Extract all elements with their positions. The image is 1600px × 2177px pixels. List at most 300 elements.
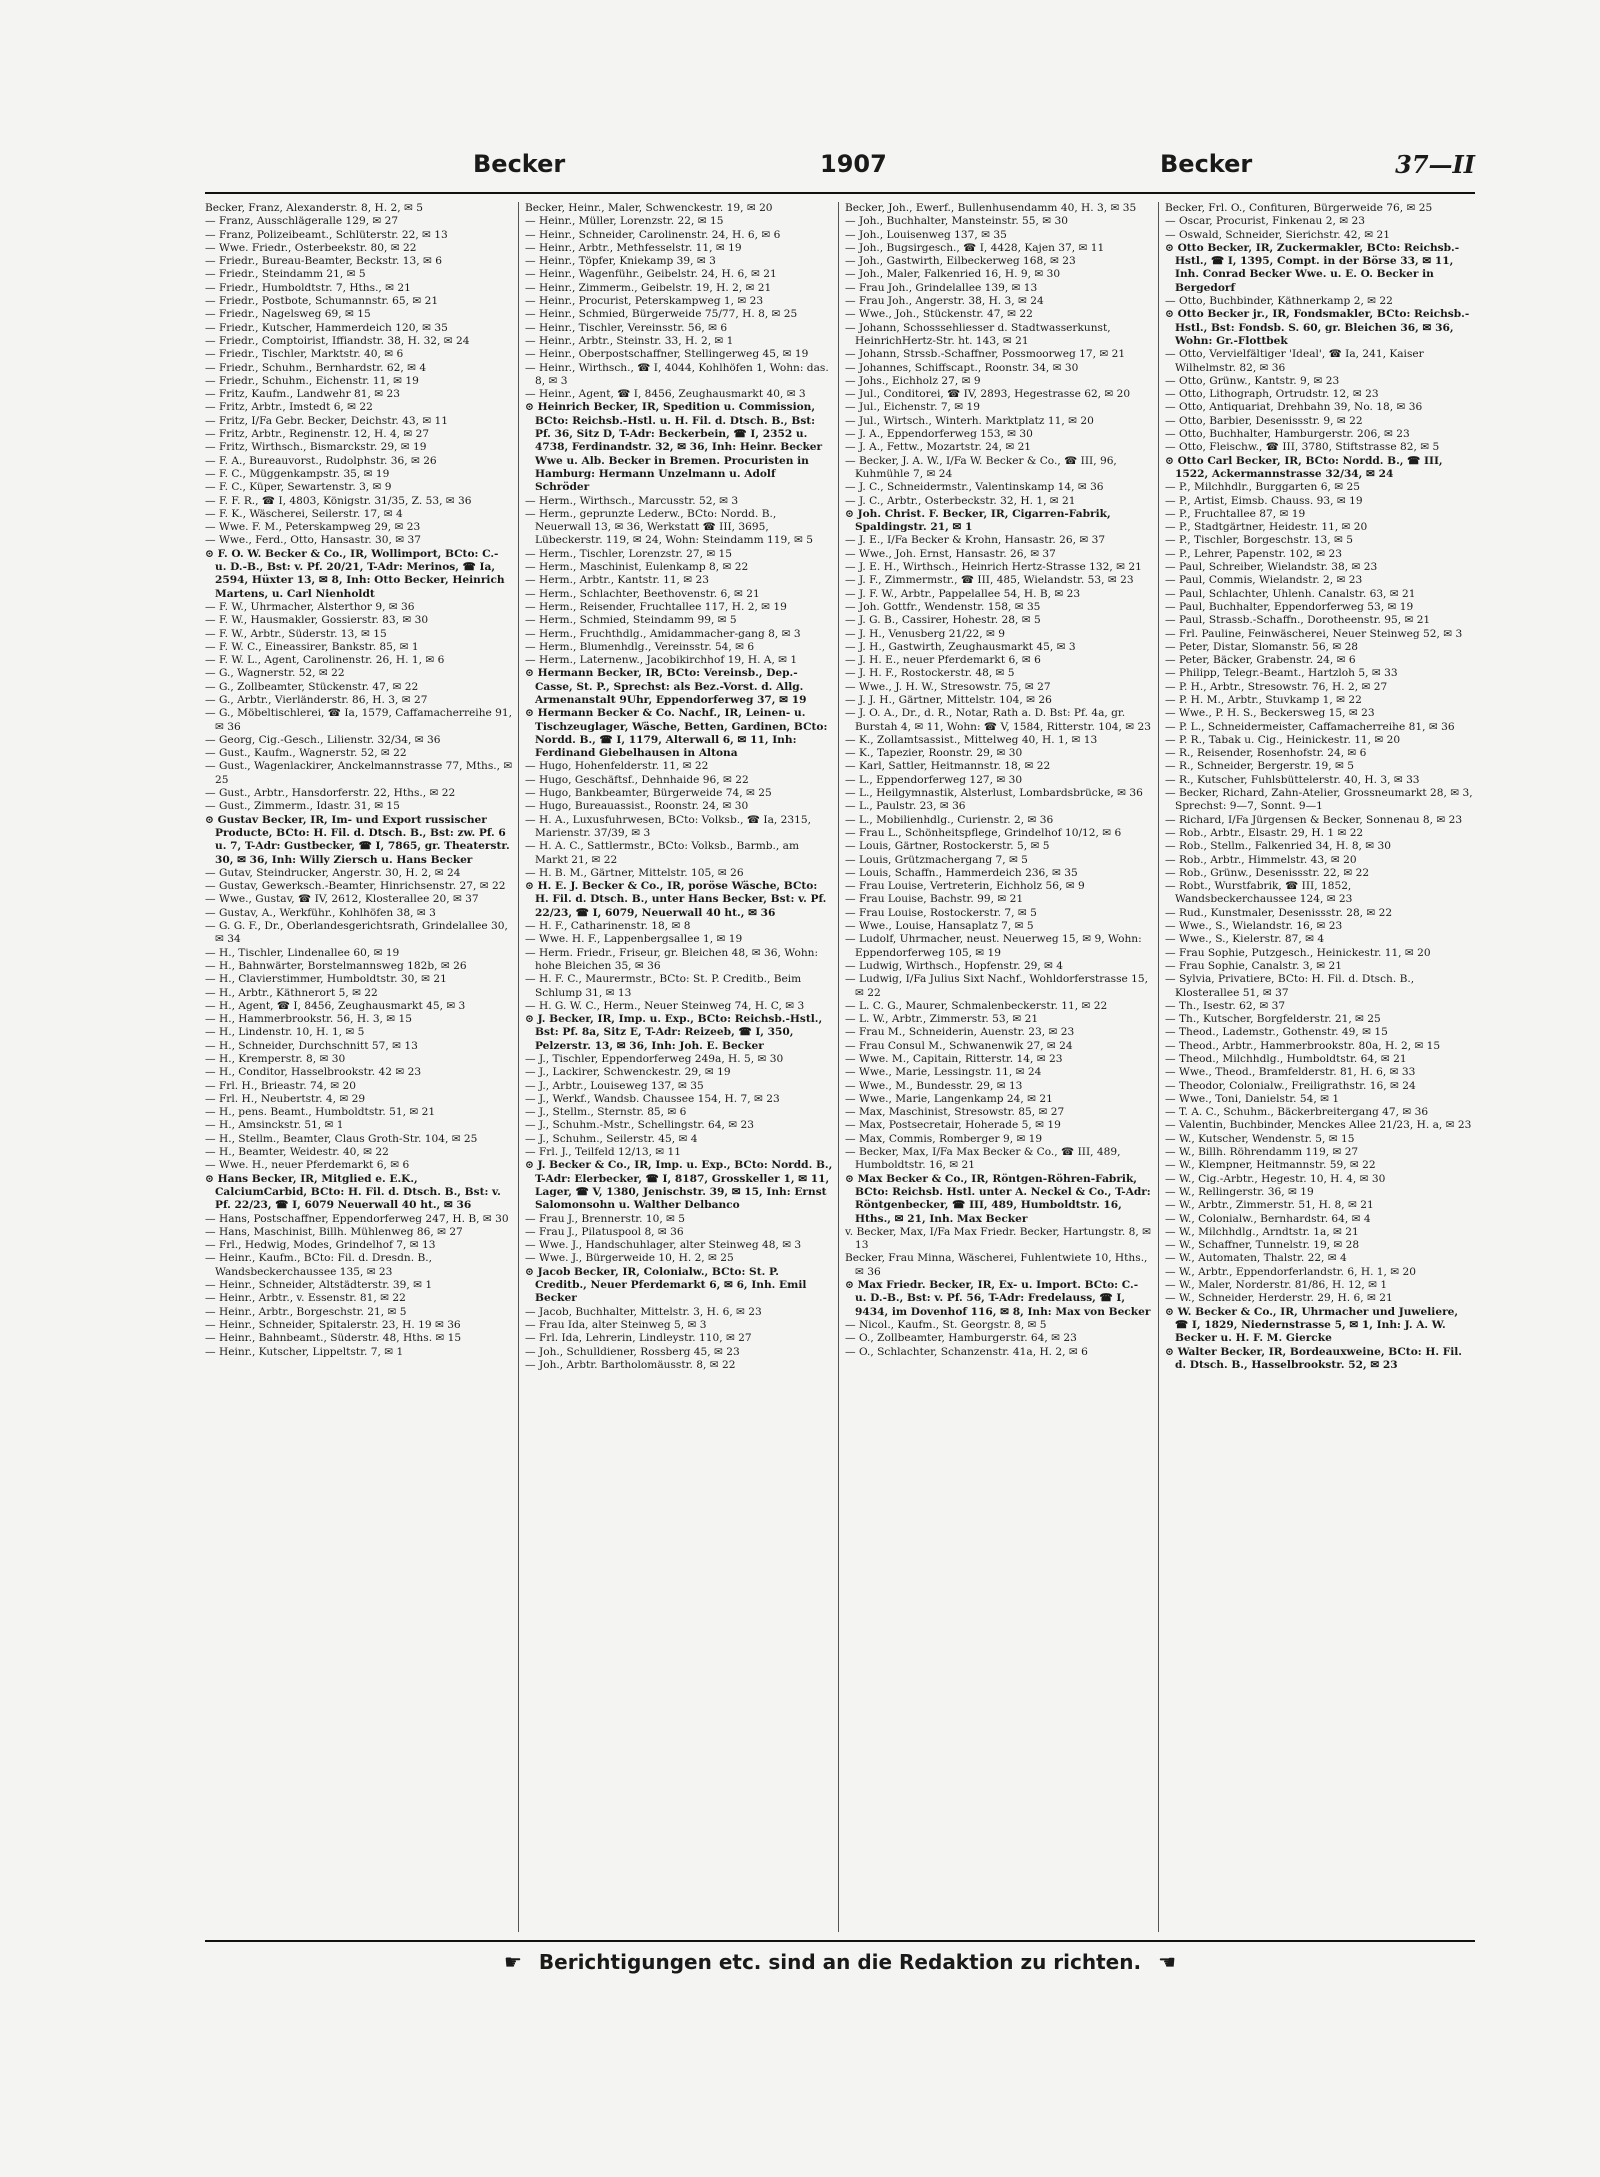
directory-entry: — W., Automaten, Thalstr. 22, ✉ 4 <box>1165 1252 1347 1265</box>
directory-entry: — Heinr., Arbtr., Steinstr. 33, H. 2, ✉ 1 <box>525 334 734 347</box>
directory-entry: — W., Arbtr., Eppendorferlandstr. 6, H. 1, ✉ 20 <box>1165 1265 1417 1278</box>
directory-entry: — J., Stellm., Sternstr. 85, ✉ 6 <box>525 1106 687 1119</box>
directory-entry: — Georg, Cig.-Gesch., Lilienstr. 32/34, ✉ 36 <box>205 733 441 746</box>
directory-entry: — Frau Louise, Vertreterin, Eichholz 56, ✉ 9 <box>845 880 1085 893</box>
directory-entry: — Nicol., Kaufm., St. Georgstr. 8, ✉ 5 <box>845 1318 1047 1331</box>
directory-entry: — J. J. H., Gärtner, Mittelstr. 104, ✉ 26 <box>845 693 1052 706</box>
directory-entry: — P. R., Tabak u. Cig., Heinickestr. 11, ✉ 20 <box>1165 733 1401 746</box>
directory-entry: ⊙ W. Becker & Co., IR, Uhrmacher und Juweliere, ☎ I, 1829, Niedernstrasse 5, ✉ 1, Inh: J. A. W. Becker u. H. F. M. Giercke <box>1165 1305 1459 1345</box>
directory-entry: — H., Beamter, Weidestr. 40, ✉ 22 <box>205 1146 389 1159</box>
directory-entry: — O., Zollbeamter, Hamburgerstr. 64, ✉ 23 <box>845 1332 1077 1345</box>
directory-entry: — Joh. Gottfr., Wendenstr. 158, ✉ 35 <box>845 600 1041 613</box>
directory-entry: — Jacob, Buchhalter, Mittelstr. 3, H. 6, ✉ 23 <box>525 1305 762 1318</box>
header-rule <box>205 192 1475 194</box>
directory-entry: — Herm., Arbtr., Kantstr. 11, ✉ 23 <box>525 574 710 587</box>
directory-entry: — J. A., Fettw., Mozartstr. 24, ✉ 21 <box>845 441 1032 454</box>
directory-entry: — Herm., Wirthsch., Marcusstr. 52, ✉ 3 <box>525 494 739 507</box>
directory-entry: — Wwe., S., Wielandstr. 16, ✉ 23 <box>1165 920 1343 933</box>
directory-entry: — Herm. Friedr., Friseur, gr. Bleichen 48, ✉ 36, Wohn: hohe Bleichen 35, ✉ 36 <box>525 946 819 972</box>
directory-entry: — Johann, Schosssehliesser d. Stadtwasserkunst, HeinrichHertz-Str. ht. 143, ✉ 21 <box>845 321 1111 347</box>
directory-entry: — Heinr., Zimmerm., Geibelstr. 19, H. 2, ✉ 21 <box>525 281 772 294</box>
directory-entry: — Ludolf, Uhrmacher, neust. Neuerweg 15, ✉ 9, Wohn: Eppendorferweg 105, ✉ 19 <box>845 933 1142 959</box>
pointing-hand-right-icon: ☛ <box>504 1950 522 1974</box>
directory-entry: ⊙ Gustav Becker, IR, Im- und Export russischer Producte, BCto: H. Fil. d. Dtsch. B., Bst: zw. Pf. 6 u. 7, T-Adr: Gustbecker, ☎ I, 7865, gr. Theaterstr. 30, ✉ 36, Inh: Willy Ziersch u. Hans Becker <box>205 813 510 866</box>
column-3 <box>845 202 1153 1932</box>
directory-entry: — G., Möbeltischlerei, ☎ Ia, 1579, Caffamacherreihe 91, ✉ 36 <box>205 707 513 733</box>
directory-entry: — Friedr., Schuhm., Bernhardstr. 62, ✉ 4 <box>205 361 427 374</box>
directory-entry: Becker, Frl. O., Confituren, Bürgerweide 76, ✉ 25 <box>1165 202 1433 214</box>
page-number: 37—II <box>1395 150 1475 179</box>
column-4 <box>1165 202 1473 1932</box>
column-divider <box>1158 202 1159 1932</box>
directory-entry: ⊙ Hans Becker, IR, Mitglied e. E.K., CalciumCarbid, BCto: H. Fil. d. Dtsch. B., Bst: v. Pf. 22/23, ☎ I, 6079 Neuerwall 40 ht., ✉ 36 <box>205 1172 501 1212</box>
directory-entry: — J. C., Schneidermstr., Valentinskamp 14, ✉ 36 <box>845 481 1104 494</box>
directory-entry: — Fritz, Wirthsch., Bismarckstr. 29, ✉ 19 <box>205 441 427 454</box>
directory-entry: — Jul., Conditorei, ☎ IV, 2893, Hegestrasse 62, ✉ 20 <box>845 388 1131 401</box>
directory-entry: — Herm., Schmied, Steindamm 99, ✉ 5 <box>525 614 737 627</box>
directory-entry: — W., Schneider, Herderstr. 29, H. 6, ✉ 21 <box>1165 1292 1393 1305</box>
directory-entry: — J. E., I/Fa Becker & Krohn, Hansastr. 26, ✉ 37 <box>845 534 1106 547</box>
column-divider <box>838 202 839 1932</box>
directory-entry: — G. G. F., Dr., Oberlandesgerichtsrath, Grindelallee 30, ✉ 34 <box>205 920 508 946</box>
directory-entry: — Joh., Maler, Falkenried 16, H. 9, ✉ 30 <box>845 268 1061 281</box>
directory-entry: — F. W. L., Agent, Carolinenstr. 26, H. 1, ✉ 6 <box>205 654 445 667</box>
directory-entry: — Fritz, I/Fa Gebr. Becker, Deichstr. 43, ✉ 11 <box>205 414 449 427</box>
directory-entry: ⊙ Joh. Christ. F. Becker, IR, Cigarren-Fabrik, Spaldingstr. 21, ✉ 1 <box>845 507 1111 534</box>
directory-entry: — Heinr., Kutscher, Lippeltstr. 7, ✉ 1 <box>205 1345 404 1358</box>
directory-entry: — H., Schneider, Durchschnitt 57, ✉ 13 <box>205 1039 418 1052</box>
directory-entry: — H., Hammerbrookstr. 56, H. 3, ✉ 15 <box>205 1013 413 1026</box>
directory-entry: — J. H. E., neuer Pferdemarkt 6, ✉ 6 <box>845 654 1041 667</box>
directory-entry: — Johannes, Schiffscapt., Roonstr. 34, ✉ 30 <box>845 361 1079 374</box>
directory-entry: — Heinr., Arbtr., Borgeschstr. 21, ✉ 5 <box>205 1305 407 1318</box>
footer-rule <box>205 1940 1475 1942</box>
directory-entry: — Heinr., Schmied, Bürgerweide 75/77, H. 8, ✉ 25 <box>525 308 798 321</box>
directory-entry: ⊙ F. O. W. Becker & Co., IR, Wollimport, BCto: C.- u. D.-B., Bst: v. Pf. 20/21, T-Adr: Merinos, ☎ Ia, 2594, Hüxter 13, ✉ 8, Inh: Otto Becker, Heinrich Martens, u. Carl Nienholdt <box>205 547 505 600</box>
directory-entry: — Gust., Wagenlackirer, Anckelmannstrasse 77, Mths., ✉ 25 <box>205 760 513 786</box>
directory-entry: — Joh., Bugsirgesch., ☎ I, 4428, Kajen 37, ✉ 11 <box>845 241 1105 254</box>
page-header <box>205 150 1475 190</box>
directory-entry: — Herm., Reisender, Fruchtallee 117, H. 2, ✉ 19 <box>525 600 787 613</box>
directory-entry: — Fritz, Arbtr., Imstedt 6, ✉ 22 <box>205 401 373 414</box>
directory-entry: — F. A., Bureauvorst., Rudolphstr. 36, ✉ 26 <box>205 454 437 467</box>
directory-entry: — Paul, Strassb.-Schaffn., Dorotheenstr. 95, ✉ 21 <box>1165 614 1431 627</box>
directory-entry: — J., Schuhm., Seilerstr. 45, ✉ 4 <box>525 1132 698 1145</box>
directory-entry: — Otto, Lithograph, Ortrudstr. 12, ✉ 23 <box>1165 388 1379 401</box>
directory-entry: — Hugo, Hohenfelderstr. 11, ✉ 22 <box>525 760 709 773</box>
directory-entry: — K., Zollamtsassist., Mittelweg 40, H. 1, ✉ 13 <box>845 733 1098 746</box>
directory-entry: — J. A., Eppendorferweg 153, ✉ 30 <box>845 428 1033 441</box>
directory-entry: Becker, Joh., Ewerf., Bullenhusendamm 40, H. 3, ✉ 35 <box>845 202 1137 214</box>
directory-entry: — Th., Kutscher, Borgfelderstr. 21, ✉ 25 <box>1165 1013 1381 1026</box>
directory-entry: — H., Bahnwärter, Borstelmannsweg 182b, ✉ 26 <box>205 959 467 972</box>
directory-entry: — W., Arbtr., Zimmerstr. 51, H. 8, ✉ 21 <box>1165 1199 1374 1212</box>
directory-entry: — G., Arbtr., Vierländerstr. 86, H. 3, ✉ 27 <box>205 693 428 706</box>
directory-entry: — Wwe., Gustav, ☎ IV, 2612, Klosterallee 20, ✉ 37 <box>205 893 479 906</box>
directory-entry: — Frl. H., Brieastr. 74, ✉ 20 <box>205 1079 356 1092</box>
directory-entry: — H. B. M., Gärtner, Mittelstr. 105, ✉ 26 <box>525 866 744 879</box>
directory-entry: Becker, Heinr., Maler, Schwenckestr. 19, ✉ 20 <box>525 202 773 214</box>
directory-entry: — Friedr., Nagelsweg 69, ✉ 15 <box>205 308 371 321</box>
directory-entry: — H., Kremperstr. 8, ✉ 30 <box>205 1053 346 1065</box>
directory-entry: — Wwe., Marie, Langenkamp 24, ✉ 21 <box>845 1092 1053 1105</box>
directory-entry: — Friedr., Schuhm., Eichenstr. 11, ✉ 19 <box>205 374 419 387</box>
header-right-keyword: Becker <box>1160 150 1253 178</box>
directory-entry: — P., Milchhdlr., Burggarten 6, ✉ 25 <box>1165 481 1360 494</box>
directory-entry: — L. C. G., Maurer, Schmalenbeckerstr. 11, ✉ 22 <box>845 999 1108 1012</box>
directory-entry: — Wwe., Joh., Stückenstr. 47, ✉ 22 <box>845 308 1033 321</box>
directory-entry: — L., Paulstr. 23, ✉ 36 <box>845 800 966 813</box>
directory-entry: — H., Conditor, Hasselbrookstr. 42 ✉ 23 <box>205 1066 422 1079</box>
directory-entry: — O., Schlachter, Schanzenstr. 41a, H. 2, ✉ 6 <box>845 1345 1088 1358</box>
directory-entry: — Frau Louise, Rostockerstr. 7, ✉ 5 <box>845 906 1037 919</box>
directory-entry: — P. H., Arbtr., Stresowstr. 76, H. 2, ✉ 27 <box>1165 680 1388 693</box>
directory-entry: — J. F., Zimmermstr., ☎ III, 485, Wielandstr. 53, ✉ 23 <box>845 574 1134 587</box>
directory-entry: — P. H. M., Arbtr., Stuvkamp 1, ✉ 22 <box>1165 693 1362 706</box>
directory-entry: — Karl, Sattler, Heitmannstr. 18, ✉ 22 <box>845 760 1051 773</box>
directory-entry: — Heinr., Arbtr., v. Essenstr. 81, ✉ 22 <box>205 1292 406 1305</box>
directory-entry: — Louis, Schaffn., Hammerdeich 236, ✉ 35 <box>845 866 1078 879</box>
directory-entry: — Heinr., Schneider, Altstädterstr. 39, ✉ 1 <box>205 1279 433 1292</box>
directory-entry: — Heinr., Tischler, Vereinsstr. 56, ✉ 6 <box>525 321 728 334</box>
directory-entry: — Fritz, Kaufm., Landwehr 81, ✉ 23 <box>205 388 400 401</box>
directory-entry: — Otto, Fleischw., ☎ III, 3780, Stiftstrasse 82, ✉ 5 <box>1165 441 1440 454</box>
directory-entry: — Gustav, A., Werkführ., Kohlhöfen 38, ✉ 3 <box>205 906 436 919</box>
directory-entry: — Heinr., Wagenführ., Geibelstr. 24, H. 6, ✉ 21 <box>525 268 777 281</box>
directory-entry: — Ludwig, Wirthsch., Hopfenstr. 29, ✉ 4 <box>845 959 1064 972</box>
directory-entry: — Paul, Buchhalter, Eppendorferweg 53, ✉ 19 <box>1165 600 1414 613</box>
directory-entry: — Joh., Louisenweg 137, ✉ 35 <box>845 228 1007 241</box>
directory-entry: — Wwe., Ferd., Otto, Hansastr. 30, ✉ 37 <box>205 534 421 547</box>
directory-entry: — Becker, Richard, Zahn-Atelier, Grossneumarkt 28, ✉ 3, Sprechst: 9—7, Sonnt. 9—1 <box>1165 787 1473 813</box>
directory-entry: — H. F., Catharinenstr. 18, ✉ 8 <box>525 920 691 933</box>
directory-entry: — W., Rellingerstr. 36, ✉ 19 <box>1165 1185 1314 1198</box>
directory-entry: ⊙ J. Becker & Co., IR, Imp. u. Exp., BCto: Nordd. B., T-Adr: Elerbecker, ☎ I, 8187, Grosskeller 1, ✉ 11, Lager, ☎ V, 1380, Jenischstr. 39, ✉ 15, Inh: Ernst Salomonsohn u. Walther Delbanco <box>525 1159 833 1212</box>
directory-entry: — Friedr., Kutscher, Hammerdeich 120, ✉ 35 <box>205 321 448 334</box>
directory-entry: — Wwe., Joh. Ernst, Hansastr. 26, ✉ 37 <box>845 547 1056 560</box>
directory-entry: ⊙ H. E. J. Becker & Co., IR, poröse Wäsche, BCto: H. Fil. d. Dtsch. B., unter Hans Becker, Bst: v. Pf. 22/23, ☎ I, 6079, Neuerwall 40 ht., ✉ 36 <box>525 880 827 919</box>
directory-entry: — Hugo, Geschäftsf., Dehnhaide 96, ✉ 22 <box>525 773 749 786</box>
page-footer <box>205 1950 1475 1980</box>
directory-entry: — Jul., Eichenstr. 7, ✉ 19 <box>845 401 981 414</box>
directory-entry: — Jul., Wirtsch., Winterh. Marktplatz 11, ✉ 20 <box>845 414 1094 427</box>
directory-entry: — Friedr., Comptoirist, Iffiandstr. 38, H. 32, ✉ 24 <box>205 334 470 347</box>
directory-entry: — R., Reisender, Rosenhofstr. 24, ✉ 6 <box>1165 747 1367 760</box>
directory-entry: — Wwe., Toni, Danielstr. 54, ✉ 1 <box>1165 1092 1340 1105</box>
directory-entry: — Rob., Arbtr., Elsastr. 29, H. 1 ✉ 22 <box>1165 826 1364 839</box>
directory-entry: — Johann, Strssb.-Schaffner, Possmoorweg 17, ✉ 21 <box>845 348 1126 361</box>
directory-entry: — G., Wagnerstr. 52, ✉ 22 <box>205 667 345 680</box>
directory-entry: ⊙ Hermann Becker, IR, BCto: Vereinsb., Dep.-Casse, St. P., Sprechst: als Bez.-Vorst. d. Allg. Armenanstalt 9Uhr, Eppendorferweg 37, ✉ 19 <box>525 667 807 706</box>
directory-entry: — H., Clavierstimmer, Humboldtstr. 30, ✉ 21 <box>205 973 447 986</box>
directory-entry: — Wwe., M., Bundesstr. 29, ✉ 13 <box>845 1079 1023 1092</box>
directory-entry: ⊙ Jacob Becker, IR, Colonialw., BCto: St. P. Creditb., Neuer Pferdemarkt 6, ✉ 6, Inh. Emil Becker <box>525 1265 807 1305</box>
directory-entry: — W., Cig.-Arbtr., Hegestr. 10, H. 4, ✉ 30 <box>1165 1172 1386 1185</box>
directory-entry: — Rob., Arbtr., Himmelstr. 43, ✉ 20 <box>1165 853 1357 866</box>
directory-entry: — J. O. A., Dr., d. R., Notar, Rath a. D. Bst: Pf. 4a, gr. Burstah 4, ✉ 11, Wohn: ☎ V, 1584, Ritterstr. 104, ✉ 23 <box>845 707 1151 733</box>
directory-entry: — P. L., Schneidermeister, Caffamacherreihe 81, ✉ 36 <box>1165 720 1455 733</box>
directory-entry: — Peter, Distar, Slomanstr. 56, ✉ 28 <box>1165 640 1359 653</box>
directory-entry: — Wwe., Theod., Bramfelderstr. 81, H. 6, ✉ 33 <box>1165 1066 1416 1079</box>
directory-entry: — Th., Isestr. 62, ✉ 37 <box>1165 999 1286 1012</box>
directory-entry: — Heinr., Oberpostschaffner, Stellingerweg 45, ✉ 19 <box>525 348 809 361</box>
directory-entry: — J., Werkf., Wandsb. Chaussee 154, H. 7, ✉ 23 <box>525 1092 780 1105</box>
directory-entry: — Joh., Arbtr. Bartholomäusstr. 8, ✉ 22 <box>525 1358 736 1371</box>
directory-entry: — Herm., geprunzte Lederw., BCto: Nordd. B., Neuerwall 13, ✉ 36, Werkstatt ☎ III, 3695, Lübeckerstr. 119, ✉ 24, Wohn: Steindamm 119, ✉ 5 <box>525 507 813 547</box>
directory-entry: Becker, Franz, Alexanderstr. 8, H. 2, ✉ 5 <box>205 202 423 214</box>
directory-entry: — T. A. C., Schuhm., Bäckerbreitergang 47, ✉ 36 <box>1165 1106 1429 1119</box>
pointing-hand-left-icon: ☚ <box>1158 1950 1176 1974</box>
directory-entry: — Heinr., Schneider, Spitalerstr. 23, H. 19 ✉ 36 <box>205 1318 461 1331</box>
directory-entry: — Otto, Buchbinder, Käthnerkamp 2, ✉ 22 <box>1165 295 1393 308</box>
directory-entry: — Wwe., Louise, Hansaplatz 7, ✉ 5 <box>845 920 1034 933</box>
directory-entry: — Frau M., Schneiderin, Auenstr. 23, ✉ 23 <box>845 1026 1075 1039</box>
directory-entry: — J. H., Gastwirth, Zeughausmarkt 45, ✉ 3 <box>845 640 1076 653</box>
directory-entry: — Wwe. F. M., Peterskampweg 29, ✉ 23 <box>205 521 421 534</box>
directory-entry: — Theod., Lademstr., Gothenstr. 49, ✉ 15 <box>1165 1026 1388 1039</box>
directory-entry: — Rob., Stellm., Falkenried 34, H. 8, ✉ 30 <box>1165 840 1392 853</box>
directory-entry: — Frl. J., Teilfeld 12/13, ✉ 11 <box>525 1146 682 1159</box>
directory-entry: — J., Arbtr., Louiseweg 137, ✉ 35 <box>525 1079 704 1092</box>
directory-entry: — Gustav, Gewerksch.-Beamter, Hinrichsenstr. 27, ✉ 22 <box>205 880 506 893</box>
directory-entry: — Oswald, Schneider, Sierichstr. 42, ✉ 21 <box>1165 228 1390 241</box>
directory-page <box>205 150 1475 1980</box>
directory-entry: — Max, Commis, Romberger 9, ✉ 19 <box>845 1132 1043 1145</box>
directory-entry: — H. G. W. C., Herm., Neuer Steinweg 74, H. C, ✉ 3 <box>525 999 805 1012</box>
directory-entry: — Gutav, Steindrucker, Angerstr. 30, H. 2, ✉ 24 <box>205 866 461 879</box>
directory-entry: — H., Lindenstr. 10, H. 1, ✉ 5 <box>205 1026 365 1039</box>
directory-entry: — L. W., Arbtr., Zimmerstr. 53, ✉ 21 <box>845 1013 1039 1026</box>
directory-entry: — J. F. W., Arbtr., Pappelallee 54, H. B, ✉ 23 <box>845 587 1081 600</box>
directory-entry: — Heinr., Wirthsch., ☎ I, 4044, Kohlhöfen 1, Wohn: das. 8, ✉ 3 <box>525 361 829 387</box>
directory-entry: — W., Klempner, Heitmannstr. 59, ✉ 22 <box>1165 1159 1376 1172</box>
directory-entry: — Herm., Tischler, Lorenzstr. 27, ✉ 15 <box>525 547 733 560</box>
directory-entry: — Wwe. J., Bürgerweide 10, H. 2, ✉ 25 <box>525 1252 734 1265</box>
directory-entry: — Wwe. M., Capitain, Ritterstr. 14, ✉ 23 <box>845 1053 1063 1065</box>
header-left-keyword: Becker <box>473 150 566 178</box>
directory-entry: — Frl. Pauline, Feinwäscherei, Neuer Steinweg 52, ✉ 3 <box>1165 627 1463 640</box>
directory-entry: ⊙ Max Friedr. Becker, IR, Ex- u. Import. BCto: C.- u. D.-B., Bst: v. Pf. 56, T-Adr: Fredelauss, ☎ I, 9434, im Dovenhof 116, ✉ 8, Inh: Max von Becker <box>845 1279 1151 1318</box>
directory-entry: — Heinr., Kaufm., BCto: Fil. d. Dresdn. B., Wandsbeckerchaussee 135, ✉ 23 <box>205 1252 432 1278</box>
directory-entry: — Theod., Arbtr., Hammerbrookstr. 80a, H. 2, ✉ 15 <box>1165 1039 1441 1052</box>
footer-notice: Berichtigungen etc. sind an die Redaktion zu richten. <box>538 1950 1142 1974</box>
directory-entry: — Herm., Laternenw., Jacobikirchhof 19, H. A, ✉ 1 <box>525 654 798 667</box>
directory-entry: — Frau Louise, Bachstr. 99, ✉ 21 <box>845 893 1024 906</box>
directory-entry: — Wwe. H. F., Lappenbergsallee 1, ✉ 19 <box>525 933 743 946</box>
directory-entry: — Becker, Max, I/Fa Max Becker & Co., ☎ III, 489, Humboldtstr. 16, ✉ 21 <box>845 1146 1121 1172</box>
column-divider <box>518 202 519 1932</box>
directory-entry: ⊙ Max Becker & Co., IR, Röntgen-Röhren-Fabrik, BCto: Reichsb. Hstl. unter A. Neckel & Co., T-Adr: Röntgenbecker, ☎ III, 489, Humboldtstr. 16, Hths., ✉ 21, Inh. Max Becker <box>845 1172 1151 1225</box>
directory-entry: — Heinr., Arbtr., Methfesselstr. 11, ✉ 19 <box>525 241 742 254</box>
directory-entry: — F. W., Uhrmacher, Alsterthor 9, ✉ 36 <box>205 600 415 613</box>
directory-entry: — Heinr., Müller, Lorenzstr. 22, ✉ 15 <box>525 215 724 228</box>
directory-entry: ⊙ J. Becker, IR, Imp. u. Exp., BCto: Reichsb.-Hstl., Bst: Pf. 8a, Sitz E, T-Adr: Reizeeb, ☎ I, 350, Pelzerstr. 13, ✉ 36, Inh: Joh. E. Becker <box>525 1013 823 1052</box>
directory-entry: — Rud., Kunstmaler, Desenissstr. 28, ✉ 22 <box>1165 906 1393 919</box>
directory-entry: — Frau Joh., Angerstr. 38, H. 3, ✉ 24 <box>845 295 1044 308</box>
directory-entry: — Wwe., Marie, Lessingstr. 11, ✉ 24 <box>845 1066 1042 1079</box>
directory-entry: — Gust., Kaufm., Wagnerstr. 52, ✉ 22 <box>205 747 407 760</box>
directory-entry: v. Becker, Max, I/Fa Max Friedr. Becker, Hartungstr. 8, ✉ 13 <box>845 1225 1151 1252</box>
directory-entry: — P., Stadtgärtner, Heidestr. 11, ✉ 20 <box>1165 521 1368 534</box>
directory-entry: — Ludwig, I/Fa Julius Sixt Nachf., Wohldorferstrasse 15, ✉ 22 <box>845 973 1149 999</box>
directory-entry: — F. K., Wäscherei, Seilerstr. 17, ✉ 4 <box>205 507 403 520</box>
directory-entry: — W., Kutscher, Wendenstr. 5, ✉ 15 <box>1165 1132 1355 1145</box>
directory-entry: — Heinr., Bahnbeamt., Süderstr. 48, Hths. ✉ 15 <box>205 1332 462 1345</box>
directory-entry: — Friedr., Bureau-Beamter, Beckstr. 13, ✉ 6 <box>205 255 442 268</box>
directory-entry: — H., Stellm., Beamter, Claus Groth-Str. 104, ✉ 25 <box>205 1132 478 1145</box>
directory-entry: — Theodor, Colonialw., Freiligrathstr. 16, ✉ 24 <box>1165 1079 1416 1092</box>
directory-entry: — H., Amsinckstr. 51, ✉ 1 <box>205 1119 344 1132</box>
directory-entry: — J., Tischler, Eppendorferweg 249a, H. 5, ✉ 30 <box>525 1053 784 1065</box>
directory-entry: — L., Mobilienhdlg., Curienstr. 2, ✉ 36 <box>845 813 1054 826</box>
directory-entry: — F. F. R., ☎ I, 4803, Königstr. 31/35, Z. 53, ✉ 36 <box>205 494 472 507</box>
directory-entry: — Franz, Polizeibeamt., Schlüterstr. 22, ✉ 13 <box>205 228 448 241</box>
directory-entry: — Herm., Schlachter, Beethovenstr. 6, ✉ 21 <box>525 587 760 600</box>
directory-entry: — F. W., Hausmakler, Gossierstr. 83, ✉ 30 <box>205 614 429 627</box>
directory-entry: ⊙ Otto Becker, IR, Zuckermakler, BCto: Reichsb.-Hstl., ☎ I, 1395, Compt. in der Börse 33, ✉ 11, Inh. Conrad Becker Wwe. u. E. O. Becker in Bergedorf <box>1165 241 1460 294</box>
directory-entry: ⊙ Walter Becker, IR, Bordeauxweine, BCto: H. Fil. d. Dtsch. B., Hasselbrookstr. 52, ✉ 23 <box>1165 1345 1462 1371</box>
directory-entry: — Peter, Bäcker, Grabenstr. 24, ✉ 6 <box>1165 654 1356 667</box>
directory-entry: — H. F. C., Maurermstr., BCto: St. P. Creditb., Beim Schlump 31, ✉ 13 <box>525 973 802 999</box>
directory-entry: — Friedr., Steindamm 21, ✉ 5 <box>205 268 366 281</box>
directory-entry: — Hans, Postschaffner, Eppendorferweg 247, H. B, ✉ 30 <box>205 1212 509 1225</box>
directory-entry: — Herm., Blumenhdlg., Vereinsstr. 54, ✉ 6 <box>525 640 755 653</box>
directory-entry: — Sylvia, Privatiere, BCto: H. Fil. d. Dtsch. B., Klosterallee 51, ✉ 37 <box>1165 973 1415 999</box>
directory-entry: — Max, Maschinist, Stresowstr. 85, ✉ 27 <box>845 1106 1065 1119</box>
directory-entry: ⊙ Otto Carl Becker, IR, BCto: Nordd. B., ☎ III, 1522, Ackermannstrasse 32/34, ✉ 24 <box>1165 454 1443 480</box>
directory-entry: — W., Colonialw., Bernhardstr. 64, ✉ 4 <box>1165 1212 1371 1225</box>
directory-entry: Becker, Frau Minna, Wäscherei, Fuhlentwiete 10, Hths., ✉ 36 <box>845 1252 1148 1278</box>
directory-entry: — G., Zollbeamter, Stückenstr. 47, ✉ 22 <box>205 680 419 693</box>
directory-entry: — Oscar, Procurist, Finkenau 2, ✉ 23 <box>1165 215 1365 228</box>
directory-entry: — Hugo, Bankbeamter, Bürgerweide 74, ✉ 25 <box>525 787 772 800</box>
directory-entry: — Frau Sophie, Canalstr. 3, ✉ 21 <box>1165 959 1342 972</box>
directory-entry: — Rob., Grünw., Desenissstr. 22, ✉ 22 <box>1165 866 1370 879</box>
directory-entry: — Gust., Zimmerm., Idastr. 31, ✉ 15 <box>205 800 400 813</box>
column-1 <box>205 202 513 1932</box>
directory-entry: — J., Schuhm.-Mstr., Schellingstr. 64, ✉ 23 <box>525 1119 755 1132</box>
directory-entry: — Theod., Milchhdlg., Humboldtstr. 64, ✉ 21 <box>1165 1053 1407 1065</box>
directory-entry: — Becker, J. A. W., I/Fa W. Becker & Co., ☎ III, 96, Kuhmühle 7, ✉ 24 <box>845 454 1117 480</box>
directory-entry: ⊙ Heinrich Becker, IR, Spedition u. Commission, BCto: Reichsb.-Hstl. u. H. Fil. d. Dtsch. B., Bst: Pf. 36, Sitz D, T-Adr: Beckerbein, ☎ I, 2352 u. 4738, Ferdinandstr. 32, ✉ 36, Inh: Heinr. Becker Wwe u. Alb. Becker in Bremen. Procuristen in Hamburg: Hermann Unzelmann u. Adolf Schröder <box>525 401 823 494</box>
directory-entry: — Otto, Barbier, Desenissstr. 9, ✉ 22 <box>1165 414 1363 427</box>
directory-entry: — Fritz, Arbtr., Reginenstr. 12, H. 4, ✉ 27 <box>205 428 430 441</box>
directory-entry: — Hans, Maschinist, Billh. Mühlenweg 86, ✉ 27 <box>205 1225 463 1238</box>
directory-entry: — Herm., Fruchthdlg., Amidammacher-gang 8, ✉ 3 <box>525 627 801 640</box>
directory-entry: — Paul, Schlachter, Uhlenh. Canalstr. 63, ✉ 21 <box>1165 587 1416 600</box>
directory-entry: — L., Heilgymnastik, Alsterlust, Lombardsbrücke, ✉ 36 <box>845 787 1143 800</box>
directory-entry: — J. H. F., Rostockerstr. 48, ✉ 5 <box>845 667 1015 680</box>
directory-entry: — Joh., Buchhalter, Mansteinstr. 55, ✉ 30 <box>845 215 1068 228</box>
directory-entry: ⊙ Otto Becker jr., IR, Fondsmakler, BCto: Reichsb.-Hstl., Bst: Fondsb. S. 60, gr. Bleichen 36, ✉ 36, Wohn: Gr.-Flottbek <box>1165 308 1470 347</box>
directory-entry: — P., Artist, Eimsb. Chauss. 93, ✉ 19 <box>1165 494 1363 507</box>
directory-entry: — Heinr., Procurist, Peterskampweg 1, ✉ 23 <box>525 295 764 308</box>
directory-entry: — Heinr., Töpfer, Kniekamp 39, ✉ 3 <box>525 255 716 268</box>
directory-entry: — Joh., Schulldiener, Rossberg 45, ✉ 23 <box>525 1345 740 1358</box>
directory-entry: — W., Billh. Röhrendamm 119, ✉ 27 <box>1165 1146 1359 1159</box>
directory-entry: — R., Kutscher, Fuhlsbüttelerstr. 40, H. 3, ✉ 33 <box>1165 773 1420 786</box>
directory-entry: — J., Lackirer, Schwenckestr. 29, ✉ 19 <box>525 1066 731 1079</box>
directory-entry: ⊙ Hermann Becker & Co. Nachf., IR, Leinen- u. Tischzeuglager, Wäsche, Betten, Gardinen, BCto: Nordd. B., ☎ I, 1179, Alterwall 6, ✉ 11, Inh: Ferdinand Giebelhausen in Altona <box>525 707 828 760</box>
directory-entry: — P., Fruchtallee 87, ✉ 19 <box>1165 507 1306 520</box>
directory-entry: — Paul, Schreiber, Wielandstr. 38, ✉ 23 <box>1165 561 1378 574</box>
directory-entry: — H., Tischler, Lindenallee 60, ✉ 19 <box>205 946 400 959</box>
directory-entry: — Joh., Gastwirth, Eilbeckerweg 168, ✉ 23 <box>845 255 1076 268</box>
directory-entry: — K., Tapezier, Roonstr. 29, ✉ 30 <box>845 747 1023 760</box>
directory-entry: — H., Agent, ☎ I, 8456, Zeughausmarkt 45, ✉ 3 <box>205 999 466 1012</box>
column-2 <box>525 202 833 1932</box>
directory-entry: — H. A. C., Sattlermstr., BCto: Volksb., Barmb., am Markt 21, ✉ 22 <box>525 840 799 866</box>
directory-entry: — Wwe. Friedr., Osterbeekstr. 80, ✉ 22 <box>205 241 417 254</box>
directory-entry: — Heinr., Schneider, Carolinenstr. 24, H. 6, ✉ 6 <box>525 228 781 241</box>
directory-entry: — Otto, Grünw., Kantstr. 9, ✉ 23 <box>1165 374 1340 387</box>
directory-entry: — H., Arbtr., Käthnerort 5, ✉ 22 <box>205 986 378 999</box>
directory-entry: — Johs., Eichholz 27, ✉ 9 <box>845 374 981 387</box>
directory-entry: — W., Schaffner, Tunnelstr. 19, ✉ 28 <box>1165 1239 1360 1252</box>
directory-entry: — Louis, Gärtner, Rostockerstr. 5, ✉ 5 <box>845 840 1050 853</box>
directory-entry: — W., Maler, Norderstr. 81/86, H. 12, ✉ 1 <box>1165 1279 1388 1292</box>
directory-entry: — R., Schneider, Bergerstr. 19, ✉ 5 <box>1165 760 1354 773</box>
directory-entry: — Frau J., Pilatuspool 8, ✉ 36 <box>525 1225 684 1238</box>
directory-entry: — L., Eppendorferweg 127, ✉ 30 <box>845 773 1023 786</box>
directory-entry: — Herm., Maschinist, Eulenkamp 8, ✉ 22 <box>525 561 749 574</box>
directory-entry: — J. E. H., Wirthsch., Heinrich Hertz-Strasse 132, ✉ 21 <box>845 561 1142 574</box>
directory-entry: — J. H., Venusberg 21/22, ✉ 9 <box>845 627 1006 640</box>
directory-entry: — F. C., Küper, Sewartenstr. 3, ✉ 9 <box>205 481 392 494</box>
directory-entry: — W., Milchhdlg., Arndtstr. 1a, ✉ 21 <box>1165 1225 1359 1238</box>
directory-entry: — F. W., Arbtr., Süderstr. 13, ✉ 15 <box>205 627 387 640</box>
directory-entry: — Frau J., Brennerstr. 10, ✉ 5 <box>525 1212 686 1225</box>
directory-entry: — Richard, I/Fa Jürgensen & Becker, Sonnenau 8, ✉ 23 <box>1165 813 1463 826</box>
directory-entry: — Louis, Grützmachergang 7, ✉ 5 <box>845 853 1028 866</box>
directory-entry: — F. C., Müggenkampstr. 35, ✉ 19 <box>205 467 390 480</box>
directory-entry: — Heinr., Agent, ☎ I, 8456, Zeughausmarkt 40, ✉ 3 <box>525 388 806 401</box>
directory-entry: — Wwe., P. H. S., Beckersweg 15, ✉ 23 <box>1165 707 1375 720</box>
directory-entry: — Wwe. J., Handschuhlager, alter Steinweg 48, ✉ 3 <box>525 1239 802 1252</box>
directory-entry: — Frl. Ida, Lehrerin, Lindleystr. 110, ✉ 27 <box>525 1332 752 1345</box>
directory-entry: — Robt., Wurstfabrik, ☎ III, 1852, Wandsbeckerchaussee 124, ✉ 23 <box>1165 880 1353 906</box>
directory-entry: — H. A., Luxusfuhrwesen, BCto: Volksb., ☎ Ia, 2315, Marienstr. 37/39, ✉ 3 <box>525 813 811 839</box>
directory-entry: — Frl. H., Neubertstr. 4, ✉ 29 <box>205 1092 366 1105</box>
directory-entry: — Wwe., S., Kielerstr. 87, ✉ 4 <box>1165 933 1325 946</box>
directory-entry: — Friedr., Postbote, Schumannstr. 65, ✉ 21 <box>205 295 439 308</box>
directory-entry: — Otto, Antiquariat, Drehbahn 39, No. 18, ✉ 36 <box>1165 401 1423 414</box>
directory-entry: — Otto, Vervielfältiger 'Ideal', ☎ Ia, 241, Kaiser Wilhelmstr. 82, ✉ 36 <box>1165 348 1424 374</box>
directory-entry: — Max, Postsecretair, Hoherade 5, ✉ 19 <box>845 1119 1061 1132</box>
directory-entry: — Frl., Hedwig, Modes, Grindelhof 7, ✉ 13 <box>205 1239 436 1252</box>
header-year: 1907 <box>820 150 887 178</box>
directory-entry: — Paul, Commis, Wielandstr. 2, ✉ 23 <box>1165 574 1363 587</box>
directory-entry: — Friedr., Humboldtstr. 7, Hths., ✉ 21 <box>205 281 411 294</box>
directory-entry: — Hugo, Bureauassist., Roonstr. 24, ✉ 30 <box>525 800 749 813</box>
directory-entry: — Franz, Ausschlägeralle 129, ✉ 27 <box>205 215 399 228</box>
directory-entry: — Wwe. H., neuer Pferdemarkt 6, ✉ 6 <box>205 1159 410 1172</box>
directory-entry: — H., pens. Beamt., Humboldtstr. 51, ✉ 21 <box>205 1106 436 1119</box>
directory-entry: — Frau Ida, alter Steinweg 5, ✉ 3 <box>525 1318 707 1331</box>
directory-entry: — Frau Sophie, Putzgesch., Heinickestr. 11, ✉ 20 <box>1165 946 1431 959</box>
directory-entry: — F. W. C., Eineassirer, Bankstr. 85, ✉ 1 <box>205 640 419 653</box>
directory-entry: — J. C., Arbtr., Osterbeckstr. 32, H. 1, ✉ 21 <box>845 494 1076 507</box>
directory-entry: — J. G. B., Cassirer, Hohestr. 28, ✉ 5 <box>845 614 1041 627</box>
directory-entry: — Frau L., Schönheitspflege, Grindelhof 10/12, ✉ 6 <box>845 826 1122 839</box>
directory-entry: — P., Tischler, Borgeschstr. 13, ✉ 5 <box>1165 534 1353 547</box>
directory-entry: — Friedr., Tischler, Marktstr. 40, ✉ 6 <box>205 348 404 361</box>
directory-entry: — Philipp, Telegr.-Beamt., Hartzloh 5, ✉ 33 <box>1165 667 1398 680</box>
directory-entry: — P., Lehrer, Papenstr. 102, ✉ 23 <box>1165 547 1342 560</box>
directory-entry: — Wwe., J. H. W., Stresowstr. 75, ✉ 27 <box>845 680 1051 693</box>
directory-entry: — Otto, Buchhalter, Hamburgerstr. 206, ✉ 23 <box>1165 428 1410 441</box>
directory-entry: — Frau Consul M., Schwanenwik 27, ✉ 24 <box>845 1039 1073 1052</box>
